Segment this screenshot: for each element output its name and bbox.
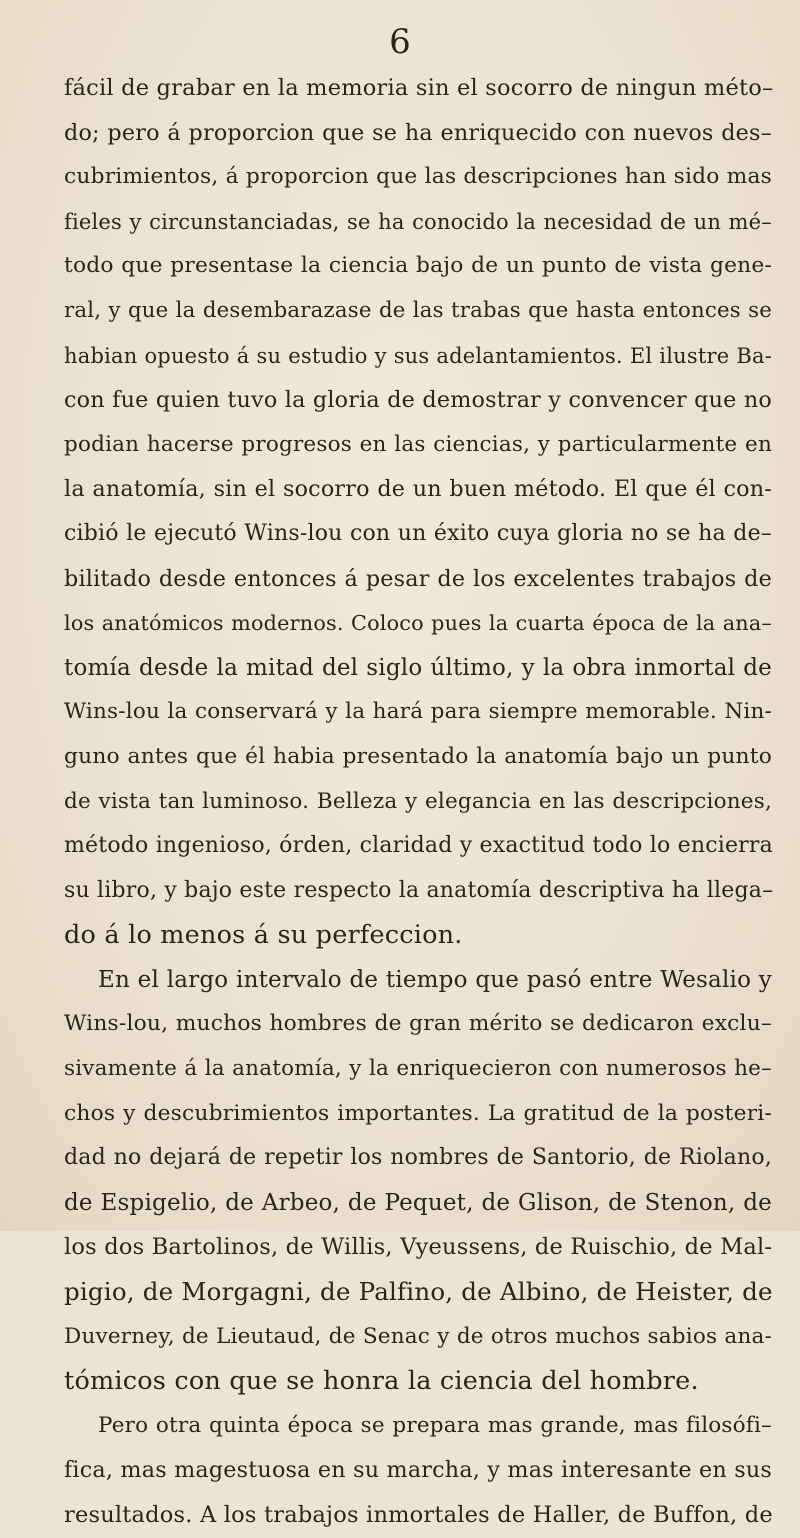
text-line: do á lo menos á su perfeccion. (64, 920, 463, 951)
text-line: ral, y que la desembarazase de las trabas que hasta entonces se (64, 297, 772, 323)
text-line: de Espigelio, de Arbeo, de Pequet, de Glison, de Stenon, de (64, 1189, 772, 1216)
text-line: do; pero á proporcion que se ha enriquecido con nuevos des– (64, 119, 772, 146)
text-line: resultados. A los trabajos inmortales de Haller, de Buffon, de (64, 1502, 773, 1528)
text-line: todo que presentase la ciencia bajo de un punto de vista gene- (64, 253, 772, 279)
text-line: habian opuesto á su estudio y sus adelantamientos. El ilustre Ba- (64, 343, 772, 368)
text-line: los anatómicos modernos. Coloco pues la cuarta época de la ana– (64, 611, 772, 636)
page-number: 6 (389, 22, 411, 62)
text-line: fácil de grabar en la memoria sin el socorro de ningun méto– (64, 75, 774, 101)
text-line: tomía desde la mitad del siglo último, y la obra inmortal de (64, 654, 772, 681)
body-text (64, 66, 772, 1538)
text-line: bilitado desde entonces á pesar de los excelentes trabajos de (64, 565, 772, 592)
text-line: pigio, de Morgagni, de Palfino, de Albino, de Heister, de (64, 1277, 773, 1307)
text-line: cubrimientos, á proporcion que las descripciones han sido mas (64, 164, 772, 190)
text-line: podian hacerse progresos en las ciencias, y particularmente en (64, 431, 772, 457)
text-line: cibió le ejecutó Wins-lou con un éxito cuya gloria no se ha de– (64, 520, 772, 546)
text-line: Wins-lou la conservará y la hará para siempre memorable. Nin- (64, 699, 772, 725)
text-line: dad no dejará de repetir los nombres de Santorio, de Riolano, (64, 1145, 772, 1171)
text-line: guno antes que él habia presentado la anatomía bajo un punto (64, 743, 772, 769)
text-line: tómicos con que se honra la ciencia del hombre. (64, 1366, 699, 1397)
text-line: Pero otra quinta época se prepara mas grande, mas filosófi– (98, 1412, 772, 1438)
text-line: método ingenioso, órden, claridad y exactitud todo lo encierra (64, 833, 773, 859)
text-line: chos y descubrimientos importantes. La gratitud de la posteri- (64, 1100, 772, 1126)
text-line: de vista tan luminoso. Belleza y elegancia en las descripciones, (64, 788, 772, 814)
text-line: la anatomía, sin el socorro de un buen método. El que él con- (64, 476, 772, 503)
text-line: los dos Bartolinos, de Willis, Vyeussens, de Ruischio, de Mal- (64, 1234, 773, 1261)
text-line: su libro, y bajo este respecto la anatomía descriptiva ha llega– (64, 877, 774, 903)
text-line: fieles y circunstanciadas, se ha conocido la necesidad de un mé– (64, 209, 772, 234)
text-line: con fue quien tuvo la gloria de demostrar y convencer que no (64, 387, 772, 414)
text-line: sivamente á la anatomía, y la enriquecieron con numerosos he– (64, 1056, 772, 1082)
text-line: En el largo intervalo de tiempo que pasó entre Wesalio y (98, 966, 772, 993)
text-line: fica, mas magestuosa en su marcha, y mas interesante en sus (64, 1457, 772, 1484)
text-line: Wins-lou, muchos hombres de gran mérito se dedicaron exclu– (64, 1011, 772, 1037)
text-line: Duverney, de Lieutaud, de Senac y de otros muchos sabios ana- (64, 1323, 772, 1349)
